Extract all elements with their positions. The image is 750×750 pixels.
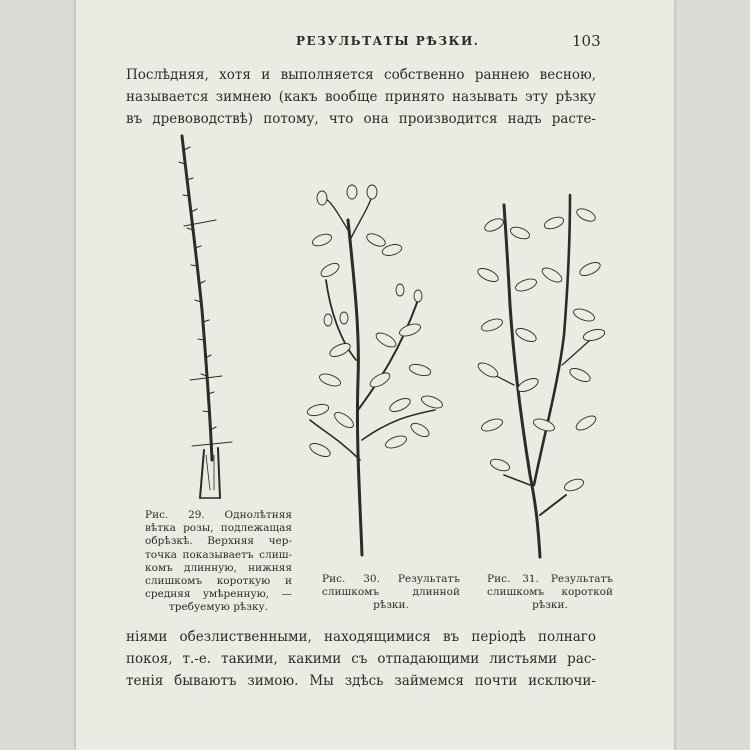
caption-line: точка показываетъ слиш- <box>145 548 292 561</box>
page-number: 103 <box>572 32 601 50</box>
caption-line: комъ длинную, нижняя <box>145 561 292 574</box>
caption-line: слишкомъ длинной <box>322 586 460 599</box>
figure-31-illustration <box>474 185 609 560</box>
figure-30-caption <box>322 573 460 613</box>
caption-line: требуемую рѣзку. <box>168 601 269 614</box>
caption-line: слишкомъ короткую и <box>145 575 292 588</box>
caption-line: рѣзки. <box>373 599 409 612</box>
caption-line: Рис. 31. Результатъ <box>487 573 613 585</box>
paragraph-top <box>126 64 596 130</box>
figure-29-caption <box>145 509 292 615</box>
paragraph-line: въ древоводствѣ) потому, что она производится надъ расте- <box>126 111 596 127</box>
caption-line: рѣзки. <box>532 599 568 612</box>
caption-line: Рис. 30. Результатъ <box>322 573 460 585</box>
paragraph-line: Послѣдняя, хотя и выполняется собственно раннею весною, <box>126 67 596 83</box>
paragraph-bottom <box>126 626 596 692</box>
paragraph-line: ніями обезлиственными, находящимися въ періодѣ полнаго <box>126 629 596 645</box>
caption-line: вѣтка розы, подлежащая <box>145 522 292 535</box>
caption-line: слишкомъ короткой <box>487 586 613 599</box>
paragraph-line: тенія бываютъ зимою. Мы здѣсь займемся почти исключи- <box>126 673 596 689</box>
figure-29-illustration <box>170 130 250 500</box>
caption-line: обрѣзкѣ. Верхняя чер- <box>145 535 292 548</box>
caption-line: Рис. 29. Однолѣтняя <box>145 509 292 521</box>
paragraph-line: называется зимнею (какъ вообще принято называть эту рѣзку <box>126 89 596 105</box>
paragraph-line: покоя, т.-е. такими, какими съ отпадающими листьями рас- <box>126 651 596 667</box>
caption-line: средняя умѣренную, — <box>145 588 292 601</box>
running-header: РЕЗУЛЬТАТЫ РѢЗКИ. <box>296 34 480 48</box>
figure-30-illustration <box>300 180 450 560</box>
figure-31-caption <box>487 573 613 613</box>
